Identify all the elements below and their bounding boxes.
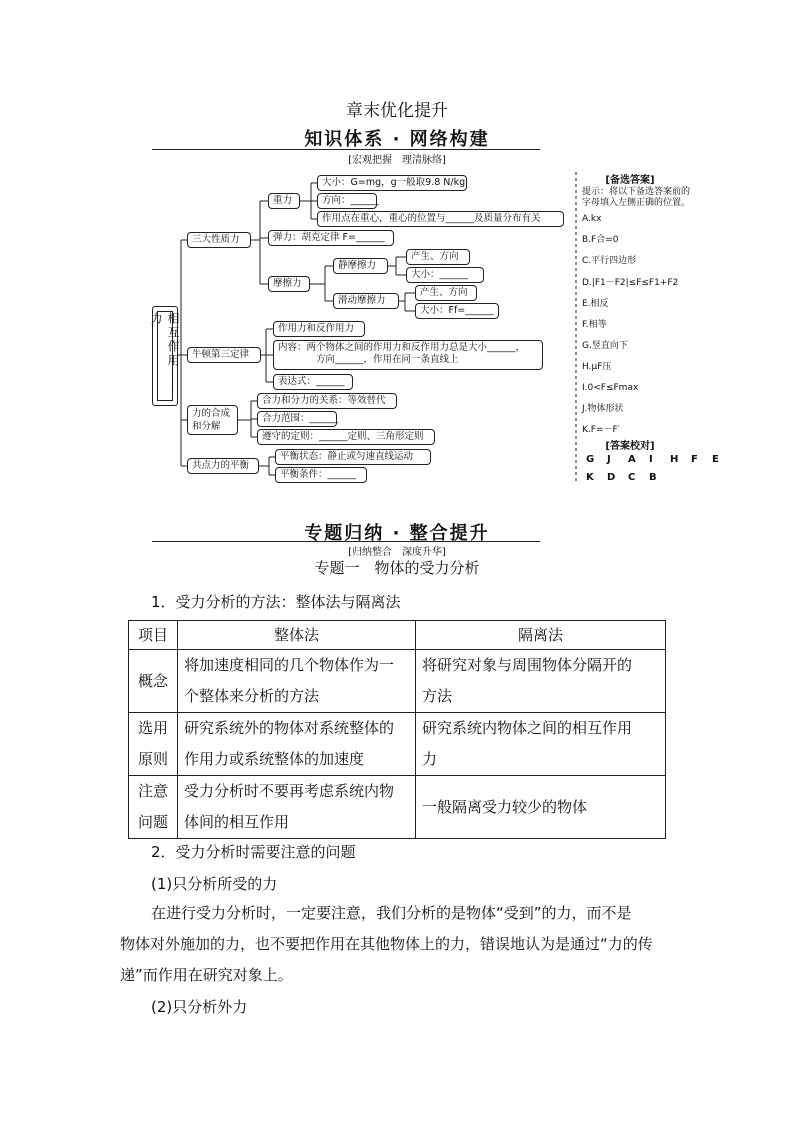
answer-11: B xyxy=(649,472,657,483)
section1-subtitle: [宏观把握 理清脉络] xyxy=(348,155,446,166)
node-static-friction: 静摩擦力 xyxy=(333,258,388,274)
node-sliding-friction: 滑动摩擦力 xyxy=(333,293,399,309)
table-cell-key xyxy=(129,713,178,776)
option-a: A.kx xyxy=(582,214,602,224)
table-header-row xyxy=(129,621,666,650)
topic1-para-line-1: 在进行受力分析时，一定要注意，我们分析的是物体“受到”的力，而不是 xyxy=(151,904,632,922)
table-cell-whole xyxy=(178,650,416,713)
row2-whole-l2: 作用力或系统整体的加速度 xyxy=(184,750,365,768)
table-header-item: 项目 xyxy=(129,621,178,650)
node-n3-expression: 表达式：______ xyxy=(273,374,353,390)
node-three-forces: 三大性质力 xyxy=(187,232,251,248)
table-cell-whole xyxy=(178,713,416,776)
node-gravity-direction: 方向：______ xyxy=(317,193,377,209)
node-newton3: 牛顿第三定律 xyxy=(187,347,261,363)
node-n3-content-line1: 内容：两个物体之间的作用力和反作用力总是大小______， xyxy=(278,342,526,353)
node-comp-rule: 遵守的定则：______定则、三角形定则 xyxy=(257,429,435,445)
section2-subtitle: [归纳整合 深度升华] xyxy=(348,547,446,558)
node-sliding-size: 大小：Ff=______ xyxy=(415,303,499,319)
option-c: C.平行四边形 xyxy=(582,256,637,266)
node-gravity-size: 大小：G=mg，g一般取9.8 N/kg xyxy=(317,175,467,191)
node-static-size: 大小：______ xyxy=(406,267,484,283)
answer-3: A xyxy=(628,454,636,465)
option-d: D.|F1－F2|≤F≤F1+F2 xyxy=(582,278,679,288)
topic1-point-1: (1)只分析所受的力 xyxy=(151,875,278,893)
node-eq-condition: 平衡条件：______ xyxy=(275,467,367,483)
row3-whole-l1: 受力分析时不要再考虑系统内物 xyxy=(184,782,395,800)
section1-title: 知识体系 · 网络构建 xyxy=(304,129,490,150)
section2-rule xyxy=(152,541,540,542)
row3-whole-l2: 体间的相互作用 xyxy=(184,813,290,831)
options-title: [备选答案] xyxy=(605,175,655,186)
node-friction: 摩擦力 xyxy=(268,276,310,292)
row1-isolate-l1: 将研究对象与周围物体分隔开的 xyxy=(422,656,633,674)
table-header-isolate: 隔离法 xyxy=(416,621,666,650)
node-action-reaction: 作用力和反作用力 xyxy=(273,321,365,337)
comparison-table xyxy=(128,620,666,839)
answer-1: G xyxy=(586,454,595,465)
table-row xyxy=(129,713,666,776)
row1-whole-l2: 个整体来分析的方法 xyxy=(184,687,320,705)
row2-key-l2: 原则 xyxy=(137,750,168,768)
answer-6: F xyxy=(691,454,698,465)
node-n3-content xyxy=(273,340,543,370)
row2-key-l1: 选用 xyxy=(137,719,168,737)
row1-whole-l1: 将加速度相同的几个物体作为一 xyxy=(184,656,395,674)
answer-2: J xyxy=(607,454,611,465)
node-gravity-point: 作用点在重心，重心的位置与______及质量分布有关 xyxy=(317,211,564,227)
node-gravity: 重力 xyxy=(268,193,300,209)
topic1-para-line-2: 物体对外施加的力，也不要把作用在其他物体上的力，错误地认为是通过“力的传 xyxy=(120,935,653,953)
node-compose: 力的合成和分解 xyxy=(187,405,238,435)
table-cell-whole xyxy=(178,776,416,839)
table-cell-key xyxy=(129,650,178,713)
answers-row-1 xyxy=(586,454,733,465)
answer-9: D xyxy=(607,472,616,483)
answer-4: I xyxy=(649,454,653,465)
option-b: B.F合=0 xyxy=(582,235,619,245)
row2-whole-l1: 研究系统外的物体对系统整体的 xyxy=(184,719,395,737)
table-cell-isolate xyxy=(416,650,666,713)
row3-isolate: 一般隔离受力较少的物体 xyxy=(422,797,588,816)
table-header-whole: 整体法 xyxy=(178,621,416,650)
option-f: F.相等 xyxy=(582,320,607,330)
mindmap-root-label: 相互作用——力 xyxy=(149,312,180,396)
option-e: E.相反 xyxy=(582,299,609,309)
table-cell-isolate xyxy=(416,713,666,776)
node-equilibrium: 共点力的平衡 xyxy=(187,458,259,474)
mindmap-root xyxy=(149,306,180,406)
topic1-point-2: (2)只分析外力 xyxy=(151,998,248,1016)
topic1-heading-1: 1．受力分析的方法：整体法与隔离法 xyxy=(151,593,401,611)
node-n3-content-line2: 方向______，作用在同一条直线上 xyxy=(316,354,459,365)
options-hint: 提示：将以下备选答案前的字母填入左侧正确的位置。 xyxy=(582,187,691,208)
node-sliding-direction: 产生、方向 xyxy=(415,285,477,301)
option-g: G.竖直向下 xyxy=(582,341,628,351)
node-static-direction: 产生、方向 xyxy=(406,249,470,265)
option-k: K.F=－F′ xyxy=(582,425,620,435)
node-comp-relation: 合力和分力的关系：等效替代 xyxy=(257,393,397,409)
row3-key-l1: 注意 xyxy=(137,782,168,800)
option-h: H.μF压 xyxy=(582,362,612,372)
table-row xyxy=(129,650,666,713)
answers-title: [答案校对] xyxy=(605,441,655,452)
table-row xyxy=(129,776,666,839)
page-title: 章末优化提升 xyxy=(346,101,448,121)
answer-7: E xyxy=(712,454,719,465)
row2-isolate-l2: 力 xyxy=(422,750,438,768)
row1-isolate-l2: 方法 xyxy=(422,687,453,705)
row2-isolate-l1: 研究系统内物体之间的相互作用 xyxy=(422,719,633,737)
answers-row-2 xyxy=(586,472,670,483)
option-i: I.0<F≤Fmax xyxy=(582,383,639,393)
table-cell-isolate xyxy=(416,776,666,839)
row3-key-l2: 问题 xyxy=(137,813,168,831)
topic1-title: 专题一 物体的受力分析 xyxy=(314,559,480,577)
answer-10: C xyxy=(628,472,636,483)
node-eq-state: 平衡状态：静止或匀速直线运动 xyxy=(275,449,431,465)
node-elastic: 弹力：胡克定律 F=______ xyxy=(268,230,394,246)
table-cell-key xyxy=(129,776,178,839)
section2-title: 专题归纳 · 整合提升 xyxy=(304,523,490,544)
row1-key: 概念 xyxy=(137,671,168,690)
topic1-para-line-3: 递”而作用在研究对象上。 xyxy=(120,966,293,984)
answer-8: K xyxy=(586,472,594,483)
option-j: J.物体形状 xyxy=(582,404,624,414)
answer-5: H xyxy=(670,454,679,465)
topic1-heading-2: 2．受力分析时需要注意的问题 xyxy=(151,843,356,861)
node-comp-range: 合力范围：______ xyxy=(257,411,337,427)
